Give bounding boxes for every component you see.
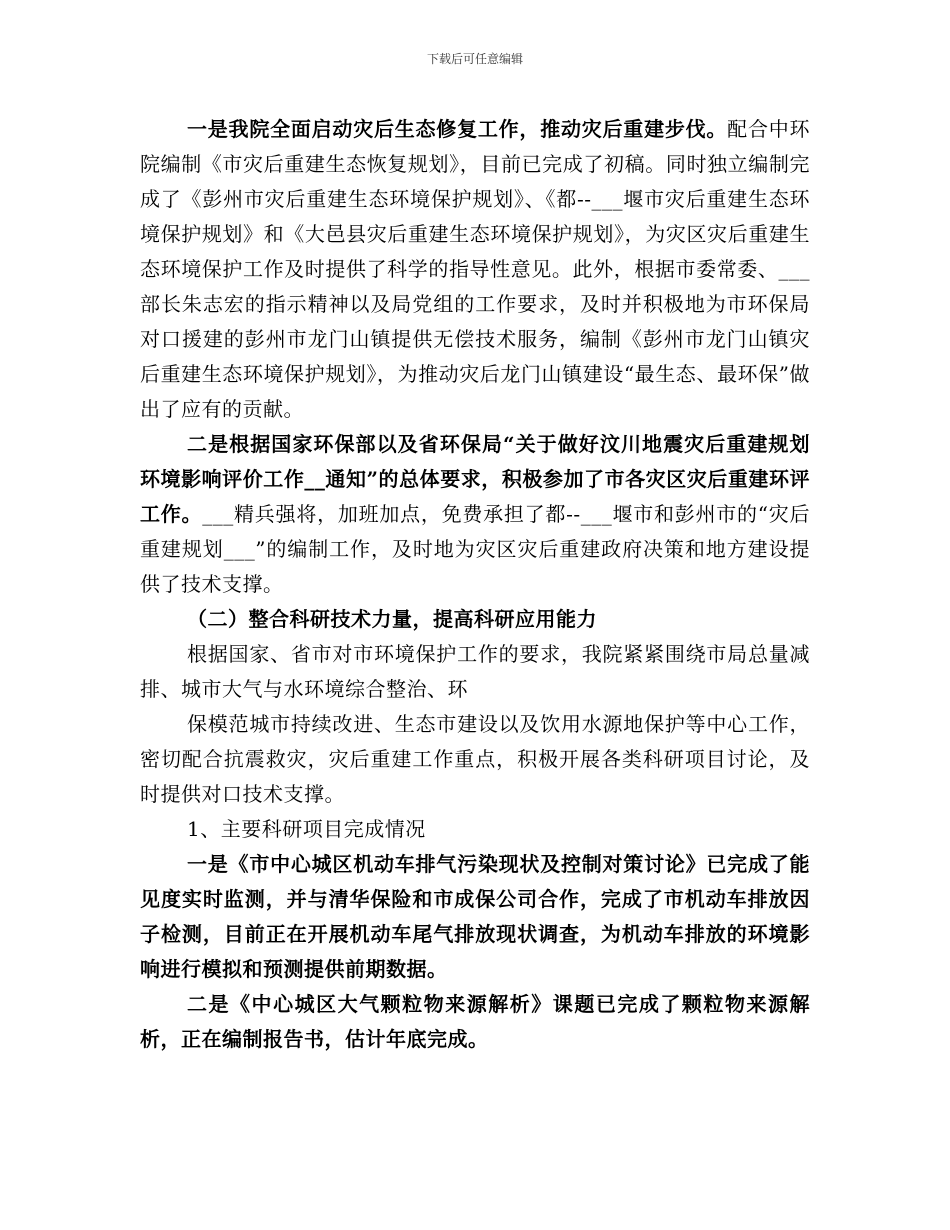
paragraph-1	[140, 112, 810, 427]
page-header: 下载后可任意编辑	[426, 52, 523, 66]
section-heading: （二）整合科研技术力量，提高科研应用能力	[187, 607, 597, 631]
paragraph-4: 保模范城市持续改进、生态市建设以及饮用水源地保护等中心工作，密切配合抗震救灾，灾后重建工作重点，积极开展各类科研项目讨论，及时提供对口技术支撑。	[140, 712, 810, 806]
paragraph-2	[140, 427, 810, 602]
paragraph-2-lead: 二是根据国家环保部以及省环保局“关于做好汶川地震灾后重建规划环境影响评价工作__通知”的总体要求，积极参加了市各灾区灾后重建环评工作。	[140, 432, 810, 526]
paragraph-5: 一是《市中心城区机动车排气污染现状及控制对策讨论》已完成了能见度实时监测，并与清华保险和市成保公司合作，完成了市机动车排放因子检测，目前正在开展机动车尾气排放现状调查，为机动车排放的环境影响进行模拟和预测提供前期数据。	[140, 852, 810, 981]
subheading: 1、主要科研项目完成情况	[187, 817, 426, 841]
paragraph-1-text: 配合中环院编制《市灾后重建生态恢复规划》，目前已完成了初稿。同时独立编制完成了《彭州市灾后重建生态环境保护规划》、《都--___堰市灾后重建生态环境保护规划》和《大邑县灾后重建生态环境保护规划》，为灾区灾后重建生态环境保护工作及时提供了科学的指导性意见。此外，根据市委常委、___部长朱志宏的指示精神以及局党组的工作要求，及时并积极地为市环保局对口援建的彭州市龙门山镇提供无偿技术服务，编制《彭州市龙门山镇灾后重建生态环境保护规划》，为推动灾后龙门山镇建设“最生态、最环保”做出了应有的贡献。	[140, 117, 810, 421]
paragraph-3: 根据国家、省市对市环境保护工作的要求，我院紧紧围绕市局总量减排、城市大气与水环境综合整治、环	[140, 642, 810, 701]
paragraph-2-text: ___精兵强将，加班加点，免费承担了都--___堰市和彭州市的“灾后重建规划___”的编制工作，及时地为灾区灾后重建政府决策和地方建设提供了技术支撑。	[140, 502, 810, 596]
document-body	[140, 112, 810, 1057]
paragraph-6: 二是《中心城区大气颗粒物来源解析》课题已完成了颗粒物来源解析，正在编制报告书，估计年底完成。	[140, 992, 810, 1051]
paragraph-1-lead: 一是我院全面启动灾后生态修复工作，推动灾后重建步伐。	[187, 117, 728, 141]
